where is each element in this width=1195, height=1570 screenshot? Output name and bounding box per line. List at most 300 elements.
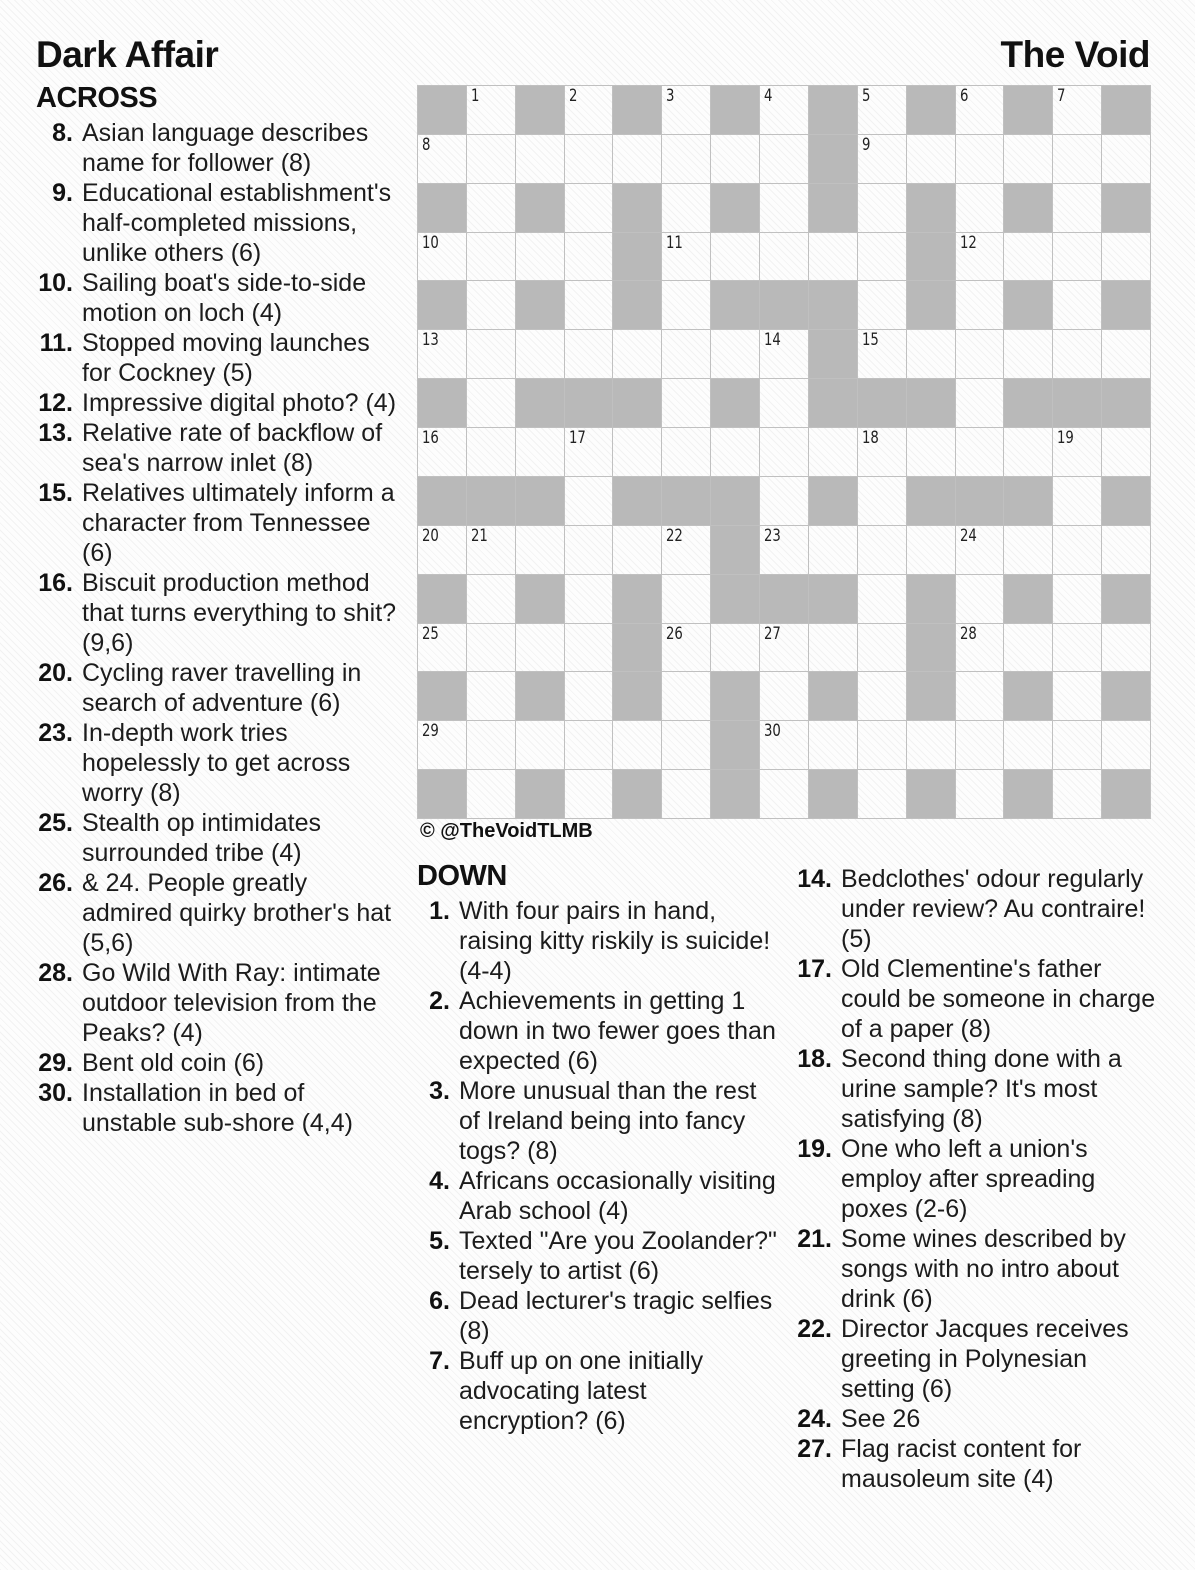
clue-number: 11. — [39, 329, 73, 357]
grid-cell[interactable] — [662, 428, 711, 477]
grid-cell[interactable] — [565, 575, 614, 624]
clue-text: Buff up on one initially advocating latest encryption? (6) — [459, 1347, 704, 1435]
grid-cell[interactable] — [662, 526, 711, 575]
grid-block-cell — [613, 233, 662, 282]
clue-number: 8. — [52, 119, 73, 147]
grid-cell[interactable] — [565, 672, 614, 721]
grid-block-cell — [613, 184, 662, 233]
grid-cell[interactable] — [907, 428, 956, 477]
grid-cell[interactable] — [418, 330, 467, 379]
clue-text: Educational establishment's half-completed missions, unlike others (6) — [82, 179, 392, 267]
grid-cell[interactable] — [613, 330, 662, 379]
grid-cell[interactable] — [1053, 428, 1102, 477]
clue-text: Flag racist content for mausoleum site (4) — [841, 1435, 1082, 1493]
grid-cell-number: 20 — [422, 525, 439, 546]
grid-cell[interactable] — [467, 770, 516, 819]
grid-cell[interactable] — [662, 330, 711, 379]
grid-cell[interactable] — [418, 135, 467, 184]
grid-cell-number: 8 — [422, 134, 431, 155]
grid-cell[interactable] — [662, 672, 711, 721]
grid-cell[interactable] — [956, 526, 1005, 575]
grid-cell[interactable] — [760, 86, 809, 135]
grid-cell[interactable] — [1053, 281, 1102, 330]
grid-cell[interactable] — [956, 721, 1005, 770]
grid-cell[interactable] — [956, 624, 1005, 673]
grid-cell[interactable] — [565, 330, 614, 379]
grid-block-cell — [516, 86, 565, 135]
grid-cell[interactable] — [760, 428, 809, 477]
clue-item — [795, 1314, 1167, 1404]
grid-cell[interactable] — [1053, 770, 1102, 819]
clue-item — [36, 808, 398, 868]
clue-item — [417, 1076, 777, 1166]
grid-cell-number: 5 — [861, 86, 871, 106]
clue-number: 20. — [38, 659, 73, 687]
clue-text: Dead lecturer's tragic selfies (8) — [459, 1287, 773, 1345]
grid-cell[interactable] — [858, 624, 907, 673]
grid-cell[interactable] — [760, 184, 809, 233]
grid-block-cell — [1004, 770, 1053, 819]
grid-block-cell — [1102, 672, 1151, 721]
clue-text: More unusual than the rest of Ireland being into fancy togs? (8) — [459, 1077, 757, 1165]
clue-item — [795, 1224, 1167, 1314]
grid-cell[interactable] — [907, 721, 956, 770]
grid-cell[interactable] — [711, 135, 760, 184]
grid-cell[interactable] — [418, 233, 467, 282]
grid-cell[interactable] — [418, 526, 467, 575]
clue-number: 21. — [797, 1225, 832, 1253]
grid-cell[interactable] — [1053, 575, 1102, 624]
clue-text: Impressive digital photo? (4) — [82, 389, 397, 417]
grid-cell[interactable] — [1004, 721, 1053, 770]
grid-cell[interactable] — [467, 330, 516, 379]
grid-cell-number: 7 — [1057, 86, 1066, 106]
grid-block-cell — [711, 721, 760, 770]
grid-cell[interactable] — [711, 233, 760, 282]
grid-block-cell — [1004, 184, 1053, 233]
grid-cell[interactable] — [1102, 721, 1151, 770]
clue-item — [36, 958, 398, 1048]
grid-cell[interactable] — [760, 330, 809, 379]
grid-block-cell — [613, 86, 662, 135]
grid-block-cell — [809, 770, 858, 819]
grid-cell[interactable] — [418, 624, 467, 673]
clue-text: Bedclothes' odour regularly under review? Au contraire! (5) — [841, 865, 1146, 953]
grid-block-cell — [809, 86, 858, 135]
grid-cell[interactable] — [956, 86, 1005, 135]
grid-cell[interactable] — [1102, 233, 1151, 282]
grid-block-cell — [1102, 477, 1151, 526]
grid-cell[interactable] — [662, 233, 711, 282]
clue-number: 3. — [429, 1077, 450, 1105]
grid-cell[interactable] — [467, 624, 516, 673]
grid-block-cell — [1102, 86, 1151, 135]
grid-cell[interactable] — [956, 575, 1005, 624]
grid-cell[interactable] — [1053, 86, 1102, 135]
clue-item — [36, 388, 398, 418]
grid-block-cell — [1102, 379, 1151, 428]
grid-cell[interactable] — [565, 770, 614, 819]
grid-cell[interactable] — [467, 526, 516, 575]
grid-block-cell — [613, 379, 662, 428]
grid-cell[interactable] — [565, 624, 614, 673]
grid-cell[interactable] — [467, 575, 516, 624]
clue-item — [36, 118, 398, 178]
grid-cell-number: 29 — [422, 721, 439, 742]
grid-cell[interactable] — [662, 379, 711, 428]
grid-cell[interactable] — [1004, 233, 1053, 282]
across-clues-panel — [36, 82, 398, 1138]
grid-cell[interactable] — [565, 281, 614, 330]
grid-block-cell — [516, 575, 565, 624]
grid-cell[interactable] — [1004, 526, 1053, 575]
grid-cell[interactable] — [760, 233, 809, 282]
grid-cell[interactable] — [467, 672, 516, 721]
grid-cell[interactable] — [1053, 721, 1102, 770]
grid-cell[interactable] — [467, 86, 516, 135]
grid-cell[interactable] — [1053, 330, 1102, 379]
grid-cell[interactable] — [711, 428, 760, 477]
grid-cell[interactable] — [956, 770, 1005, 819]
grid-cell[interactable] — [858, 477, 907, 526]
clue-number: 24. — [797, 1405, 832, 1433]
grid-cell[interactable] — [858, 526, 907, 575]
setter-name: The Void — [1000, 34, 1150, 75]
grid-block-cell — [809, 575, 858, 624]
grid-cell[interactable] — [1102, 330, 1151, 379]
grid-cell[interactable] — [956, 184, 1005, 233]
grid-cell-number: 19 — [1057, 428, 1075, 449]
grid-block-cell — [907, 233, 956, 282]
grid-block-cell — [711, 575, 760, 624]
grid-cell[interactable] — [418, 428, 467, 477]
clue-item — [417, 1226, 777, 1286]
grid-block-cell — [418, 672, 467, 721]
grid-block-cell — [711, 184, 760, 233]
grid-block-cell — [711, 86, 760, 135]
clue-item — [417, 986, 777, 1076]
grid-cell[interactable] — [1053, 672, 1102, 721]
grid-cell-number: 18 — [861, 428, 879, 449]
grid-cell[interactable] — [467, 233, 516, 282]
grid-cell[interactable] — [565, 233, 614, 282]
grid-cell[interactable] — [956, 428, 1005, 477]
clue-text: Go Wild With Ray: intimate outdoor television from the Peaks? (4) — [82, 959, 381, 1047]
grid-cell[interactable] — [613, 526, 662, 575]
across-clue-list — [36, 118, 398, 1138]
down-clue-list-column-1 — [417, 896, 777, 1436]
grid-cell[interactable] — [858, 281, 907, 330]
grid-cell-number: 3 — [666, 86, 675, 106]
grid-cell[interactable] — [760, 672, 809, 721]
grid-cell[interactable] — [467, 281, 516, 330]
grid-cell[interactable] — [467, 379, 516, 428]
grid-block-cell — [907, 281, 956, 330]
grid-cell[interactable] — [662, 721, 711, 770]
grid-cell[interactable] — [1102, 428, 1151, 477]
grid-cell[interactable] — [467, 721, 516, 770]
grid-cell[interactable] — [760, 477, 809, 526]
grid-cell-number: 10 — [422, 232, 439, 253]
grid-cell[interactable] — [760, 526, 809, 575]
clue-text: Achievements in getting 1 down in two fewer goes than expected (6) — [459, 987, 776, 1075]
grid-cell[interactable] — [956, 135, 1005, 184]
clue-item — [795, 1134, 1167, 1224]
grid-block-cell — [1004, 86, 1053, 135]
grid-cell[interactable] — [1053, 233, 1102, 282]
grid-cell[interactable] — [662, 135, 711, 184]
clue-item — [36, 718, 398, 808]
grid-block-cell — [809, 379, 858, 428]
grid-cell[interactable] — [760, 721, 809, 770]
grid-block-cell — [711, 477, 760, 526]
down-heading: DOWN — [417, 860, 507, 892]
grid-cell[interactable] — [760, 379, 809, 428]
grid-block-cell — [809, 477, 858, 526]
clue-number: 2. — [429, 987, 450, 1015]
grid-cell[interactable] — [956, 233, 1005, 282]
grid-block-cell — [907, 86, 956, 135]
clue-item — [36, 1048, 398, 1078]
grid-cell-number: 9 — [861, 134, 871, 155]
clue-number: 25. — [38, 809, 73, 837]
grid-block-cell — [907, 575, 956, 624]
grid-cell[interactable] — [809, 233, 858, 282]
grid-cell[interactable] — [1102, 624, 1151, 673]
clue-item — [795, 1044, 1167, 1134]
clue-number: 13. — [38, 419, 73, 447]
grid-cell[interactable] — [1102, 526, 1151, 575]
clue-number: 22. — [797, 1315, 832, 1343]
grid-block-cell — [1004, 575, 1053, 624]
grid-cell[interactable] — [809, 721, 858, 770]
grid-cell[interactable] — [516, 624, 565, 673]
grid-cell[interactable] — [760, 135, 809, 184]
grid-cell[interactable] — [1004, 330, 1053, 379]
grid-block-cell — [711, 281, 760, 330]
grid-cell[interactable] — [565, 477, 614, 526]
grid-block-cell — [711, 526, 760, 575]
grid-cell[interactable] — [858, 672, 907, 721]
clue-number: 1. — [429, 897, 450, 925]
grid-cell[interactable] — [662, 575, 711, 624]
grid-cell[interactable] — [956, 281, 1005, 330]
grid-cell[interactable] — [760, 624, 809, 673]
grid-cell[interactable] — [711, 624, 760, 673]
grid-cell[interactable] — [565, 721, 614, 770]
clue-text: Stealth op intimidates surrounded tribe (4) — [82, 809, 322, 867]
copyright-credit: © @TheVoidTLMB — [420, 820, 593, 842]
grid-cell-number: 24 — [959, 525, 977, 546]
grid-cell[interactable] — [467, 428, 516, 477]
clue-text: In-depth work tries hopelessly to get across worry (8) — [82, 719, 351, 807]
clue-text: Director Jacques receives greeting in Polynesian setting (6) — [841, 1315, 1129, 1403]
grid-block-cell — [1102, 281, 1151, 330]
grid-cell[interactable] — [516, 330, 565, 379]
grid-cell[interactable] — [467, 184, 516, 233]
grid-cell[interactable] — [516, 135, 565, 184]
grid-cell[interactable] — [662, 770, 711, 819]
clue-number: 6. — [429, 1287, 450, 1315]
grid-cell[interactable] — [1004, 624, 1053, 673]
clue-number: 18. — [797, 1045, 832, 1073]
clue-item — [36, 328, 398, 388]
clue-number: 30. — [38, 1079, 73, 1107]
clue-item — [795, 1404, 1167, 1434]
grid-cell[interactable] — [956, 379, 1005, 428]
grid-cell[interactable] — [809, 624, 858, 673]
grid-block-cell — [907, 624, 956, 673]
grid-cell[interactable] — [613, 135, 662, 184]
grid-cell[interactable] — [613, 721, 662, 770]
grid-cell-number: 13 — [422, 330, 439, 351]
clue-item — [795, 864, 1167, 954]
grid-cell-number: 26 — [666, 623, 684, 644]
grid-cell[interactable] — [858, 135, 907, 184]
grid-block-cell — [613, 477, 662, 526]
grid-cell[interactable] — [1053, 184, 1102, 233]
grid-cell[interactable] — [565, 184, 614, 233]
grid-cell[interactable] — [907, 526, 956, 575]
clue-number: 27. — [797, 1435, 832, 1463]
clue-text: Africans occasionally visiting Arab school (4) — [459, 1167, 776, 1225]
clue-item — [36, 868, 398, 958]
grid-cell[interactable] — [956, 330, 1005, 379]
grid-block-cell — [907, 379, 956, 428]
grid-block-cell — [516, 281, 565, 330]
grid-cell[interactable] — [565, 428, 614, 477]
grid-block-cell — [760, 281, 809, 330]
clue-number: 29. — [38, 1049, 73, 1077]
masthead — [36, 34, 1150, 76]
grid-cell[interactable] — [565, 526, 614, 575]
grid-cell[interactable] — [858, 770, 907, 819]
down-clues-panel — [417, 860, 1177, 1493]
grid-block-cell — [613, 624, 662, 673]
grid-cell-number: 16 — [422, 428, 439, 449]
clue-item — [795, 1434, 1167, 1494]
grid-cell[interactable] — [613, 428, 662, 477]
grid-block-cell — [418, 184, 467, 233]
grid-block-cell — [516, 477, 565, 526]
grid-block-cell — [418, 281, 467, 330]
grid-cell[interactable] — [516, 428, 565, 477]
grid-cell[interactable] — [956, 672, 1005, 721]
grid-cell[interactable] — [1004, 428, 1053, 477]
grid-cell[interactable] — [809, 526, 858, 575]
grid-block-cell — [516, 379, 565, 428]
clue-text: Second thing done with a urine sample? It's most satisfying (8) — [841, 1045, 1122, 1133]
grid-cell[interactable] — [1053, 477, 1102, 526]
grid-cell[interactable] — [1053, 624, 1102, 673]
grid-cell[interactable] — [1004, 135, 1053, 184]
grid-cell-number: 2 — [568, 86, 578, 106]
clue-item — [417, 896, 777, 986]
clue-item — [36, 658, 398, 718]
grid-cell[interactable] — [858, 721, 907, 770]
grid-cell[interactable] — [516, 526, 565, 575]
grid-cell[interactable] — [858, 428, 907, 477]
grid-cell[interactable] — [907, 330, 956, 379]
grid-block-cell — [809, 672, 858, 721]
grid-cell[interactable] — [858, 330, 907, 379]
grid-block-cell — [1004, 379, 1053, 428]
clue-text: See 26 — [841, 1405, 921, 1433]
clue-text: Relative rate of backflow of sea's narrow inlet (8) — [82, 419, 383, 477]
grid-cell-number: 27 — [764, 623, 781, 644]
grid-cell[interactable] — [858, 233, 907, 282]
grid-block-cell — [809, 330, 858, 379]
grid-cell[interactable] — [809, 428, 858, 477]
grid-cell[interactable] — [760, 770, 809, 819]
grid-cell[interactable] — [662, 624, 711, 673]
clue-text: Some wines described by songs with no intro about drink (6) — [841, 1225, 1126, 1313]
grid-cell-number: 15 — [861, 330, 879, 351]
clue-number: 7. — [429, 1347, 450, 1375]
grid-block-cell — [613, 281, 662, 330]
clue-item — [36, 178, 398, 268]
grid-cell[interactable] — [467, 135, 516, 184]
clue-number: 10. — [38, 269, 73, 297]
grid-cell-number: 14 — [764, 330, 781, 351]
clue-number: 26. — [38, 869, 73, 897]
grid-cell[interactable] — [565, 86, 614, 135]
down-clue-list-column-2 — [795, 864, 1167, 1494]
clue-number: 19. — [797, 1135, 832, 1163]
grid-block-cell — [809, 135, 858, 184]
grid-cell[interactable] — [907, 135, 956, 184]
grid-cell[interactable] — [418, 721, 467, 770]
grid-block-cell — [1102, 184, 1151, 233]
grid-block-cell — [1053, 379, 1102, 428]
grid-block-cell — [1102, 575, 1151, 624]
clue-text: One who left a union's employ after spreading poxes (2-6) — [841, 1135, 1096, 1223]
grid-block-cell — [418, 379, 467, 428]
grid-block-cell — [711, 672, 760, 721]
grid-cell[interactable] — [516, 721, 565, 770]
grid-cell-number: 22 — [666, 525, 684, 546]
grid-cell[interactable] — [662, 281, 711, 330]
grid-cell[interactable] — [516, 233, 565, 282]
grid-block-cell — [565, 379, 614, 428]
grid-cell[interactable] — [711, 330, 760, 379]
grid-cell-number: 28 — [959, 623, 977, 644]
clue-text: Bent old coin (6) — [82, 1049, 265, 1077]
clue-text: Sailing boat's side-to-side motion on loch (4) — [82, 269, 367, 327]
grid-block-cell — [907, 672, 956, 721]
grid-cell-number: 21 — [470, 525, 488, 546]
grid-cell-number: 17 — [568, 428, 586, 449]
clue-text: Installation in bed of unstable sub-shore (4,4) — [82, 1079, 353, 1137]
grid-cell[interactable] — [1053, 526, 1102, 575]
grid-cell[interactable] — [858, 575, 907, 624]
grid-cell[interactable] — [1053, 135, 1102, 184]
grid-cell[interactable] — [858, 86, 907, 135]
grid-cell[interactable] — [1102, 135, 1151, 184]
grid-cell[interactable] — [858, 184, 907, 233]
clue-number: 4. — [429, 1167, 450, 1195]
grid-cell[interactable] — [662, 184, 711, 233]
crossword-grid[interactable] — [417, 85, 1151, 819]
clue-number: 17. — [797, 955, 832, 983]
clue-item — [36, 268, 398, 328]
grid-block-cell — [1102, 770, 1151, 819]
clue-number: 5. — [429, 1227, 450, 1255]
clue-number: 28. — [38, 959, 73, 987]
clue-text: & 24. People greatly admired quirky brother's hat (5,6) — [82, 869, 392, 957]
grid-cell[interactable] — [662, 86, 711, 135]
grid-cell[interactable] — [565, 135, 614, 184]
